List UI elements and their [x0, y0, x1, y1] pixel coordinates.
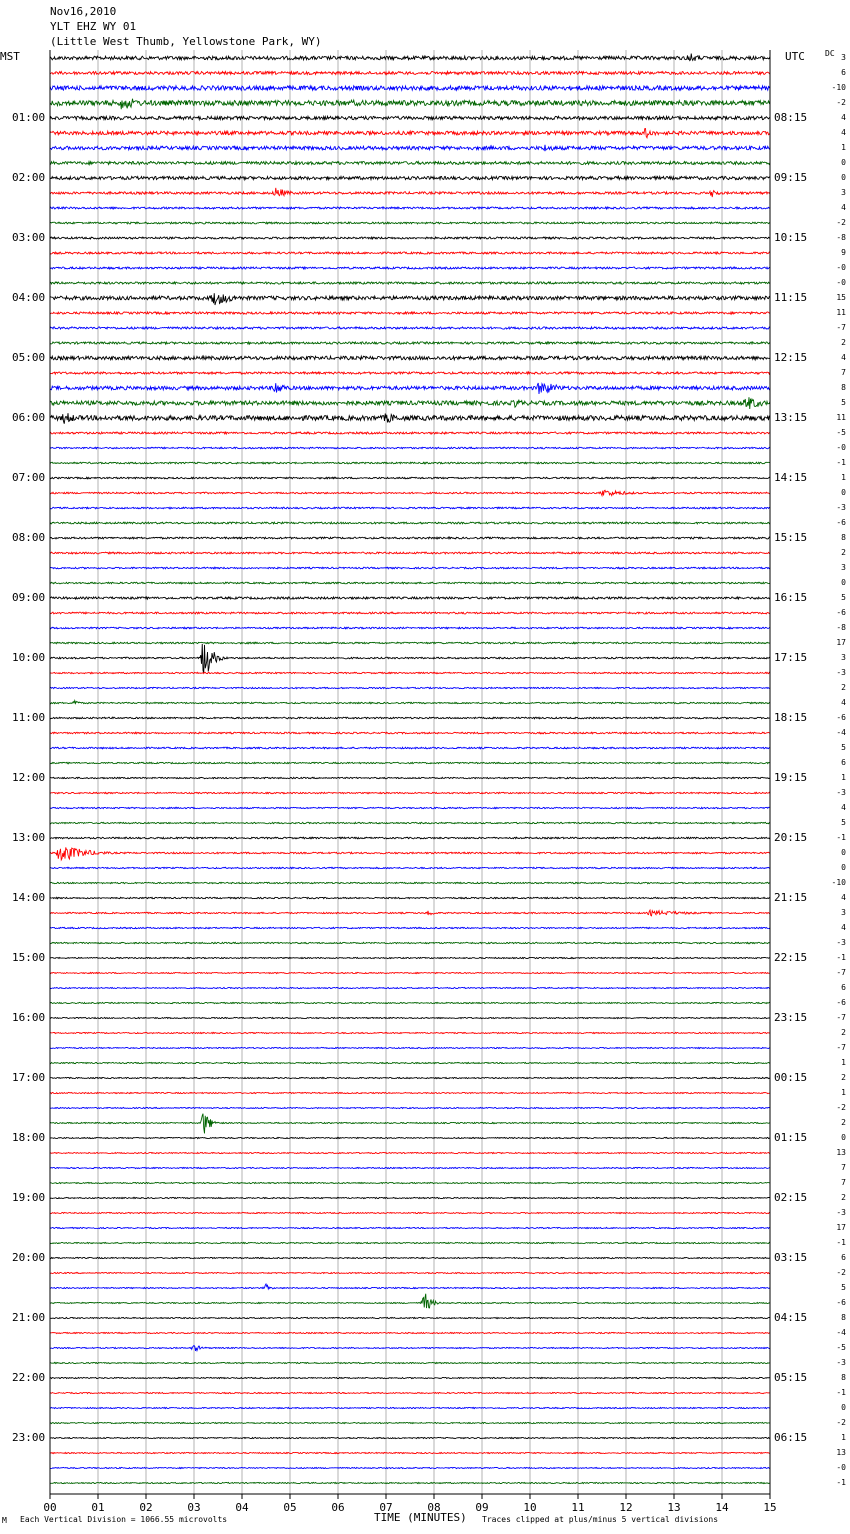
dc-offset-label: 4 [841, 803, 846, 812]
dc-offset-label: 2 [841, 548, 846, 557]
dc-offset-label: 5 [841, 398, 846, 407]
trace-84 [50, 1317, 770, 1318]
dc-offset-label: 1 [841, 1433, 846, 1442]
left-hour-label: 18:00 [12, 1131, 46, 1144]
trace-34 [50, 567, 770, 569]
left-hour-label: 22:00 [12, 1371, 46, 1384]
dc-offset-label: 3 [841, 188, 846, 197]
trace-90 [50, 1407, 770, 1408]
trace-39 [50, 642, 770, 644]
trace-9 [50, 188, 770, 197]
dc-offset-label: -0 [836, 263, 846, 272]
dc-offset-label: 2 [841, 1073, 846, 1082]
right-hour-label: 12:15 [774, 351, 808, 364]
dc-offset-label: 8 [841, 533, 846, 542]
dc-offset-label: -3 [836, 938, 846, 947]
dc-offset-label: 4 [841, 698, 846, 707]
trace-53 [50, 847, 770, 859]
left-hour-label: 02:00 [12, 171, 46, 184]
left-hour-label: 01:00 [12, 111, 46, 124]
right-hour-label: 11:15 [774, 291, 808, 304]
right-hour-label: 13:15 [774, 411, 808, 424]
x-tick-label-06: 06 [331, 1501, 345, 1514]
trace-33 [50, 552, 770, 554]
dc-offset-label: -4 [836, 728, 846, 737]
trace-89 [50, 1392, 770, 1393]
dc-offset-label: -8 [836, 233, 846, 242]
trace-10 [50, 207, 770, 209]
right-hour-label: 00:15 [774, 1071, 808, 1084]
left-hour-label: 20:00 [12, 1251, 46, 1264]
trace-52 [50, 837, 770, 839]
trace-78 [50, 1227, 770, 1228]
dc-offset-label: -6 [836, 998, 846, 1007]
seismic-traces [50, 54, 770, 1484]
dc-offset-label: 7 [841, 368, 846, 377]
left-hour-label: 13:00 [12, 831, 46, 844]
dc-offset-label: 2 [841, 1028, 846, 1037]
right-hour-label: 09:15 [774, 171, 808, 184]
right-hour-label: 03:15 [774, 1251, 808, 1264]
trace-81 [50, 1272, 770, 1273]
trace-45 [50, 732, 770, 734]
dc-offset-label: 0 [841, 158, 846, 167]
trace-46 [50, 747, 770, 749]
right-hour-label: 16:15 [774, 591, 808, 604]
dc-offset-label: 7 [841, 1178, 846, 1187]
trace-18 [50, 327, 770, 329]
trace-92 [50, 1437, 770, 1438]
dc-offset-label: 4 [841, 203, 846, 212]
dc-offset-label: 2 [841, 683, 846, 692]
right-hour-label: 10:15 [774, 231, 808, 244]
station-location: (Little West Thumb, Yellowstone Park, WY) [50, 35, 322, 48]
trace-19 [50, 342, 770, 344]
dc-offset-label: -5 [836, 428, 846, 437]
dc-offset-label: -3 [836, 1208, 846, 1217]
left-timezone-label: MST [0, 50, 20, 63]
trace-27 [50, 462, 770, 464]
trace-56 [50, 897, 770, 898]
trace-41 [50, 672, 770, 673]
dc-offset-label: 6 [841, 68, 846, 77]
x-tick-label-12: 12 [619, 1501, 633, 1514]
left-hour-label: 15:00 [12, 951, 46, 964]
dc-offset-label: 17 [836, 1223, 846, 1232]
trace-11 [50, 222, 770, 224]
left-hour-label: 07:00 [12, 471, 46, 484]
dc-offset-label: -10 [831, 83, 846, 92]
dc-offset-label: 3 [841, 908, 846, 917]
dc-offset-label: -2 [836, 218, 846, 227]
trace-21 [50, 372, 770, 374]
trace-26 [50, 447, 770, 449]
dc-offset-label: 4 [841, 113, 846, 122]
trace-63 [50, 1002, 770, 1003]
trace-29 [50, 490, 770, 495]
trace-36 [50, 597, 770, 599]
trace-40 [50, 644, 770, 673]
right-hour-label: 05:15 [774, 1371, 808, 1384]
trace-5 [50, 128, 770, 137]
dc-offset-label: -2 [836, 1103, 846, 1112]
trace-47 [50, 762, 770, 763]
right-timezone-label: UTC [785, 50, 805, 63]
dc-offset-label: 5 [841, 1283, 846, 1292]
dc-offset-label: -8 [836, 623, 846, 632]
trace-22 [50, 383, 770, 394]
dc-offset-label: 0 [841, 173, 846, 182]
trace-14 [50, 267, 770, 269]
dc-offset-label: 1 [841, 143, 846, 152]
x-tick-label-14: 14 [715, 1501, 729, 1514]
x-tick-label-03: 03 [187, 1501, 201, 1514]
dc-offset-label: 4 [841, 923, 846, 932]
trace-86 [50, 1345, 770, 1350]
dc-offset-label: 9 [841, 248, 846, 257]
trace-51 [50, 822, 770, 823]
dc-offset-label: 6 [841, 758, 846, 767]
dc-offset-label: -3 [836, 788, 846, 797]
dc-offset-label: 2 [841, 1193, 846, 1202]
trace-50 [50, 807, 770, 808]
right-hour-label: 23:15 [774, 1011, 808, 1024]
dc-offset-label: -0 [836, 1463, 846, 1472]
trace-43 [50, 701, 770, 704]
dc-offset-label: 1 [841, 473, 846, 482]
trace-13 [50, 252, 770, 254]
x-tick-label-02: 02 [139, 1501, 153, 1514]
x-tick-label-13: 13 [667, 1501, 681, 1514]
dc-offset-label: 17 [836, 638, 846, 647]
trace-79 [50, 1242, 770, 1243]
dc-offset-label: 3 [841, 563, 846, 572]
dc-offset-label: -2 [836, 98, 846, 107]
dc-offset-label: 0 [841, 848, 846, 857]
trace-6 [50, 145, 770, 151]
left-hour-label: 12:00 [12, 771, 46, 784]
left-hour-label: 04:00 [12, 291, 46, 304]
trace-88 [50, 1377, 770, 1378]
dc-offset-label: 1 [841, 773, 846, 782]
trace-59 [50, 942, 770, 943]
x-tick-label-04: 04 [235, 1501, 249, 1514]
trace-87 [50, 1362, 770, 1363]
dc-offset-label: 3 [841, 53, 846, 62]
left-hour-label: 03:00 [12, 231, 46, 244]
dc-offset-label: 4 [841, 128, 846, 137]
trace-94 [50, 1467, 770, 1468]
left-hour-label: 11:00 [12, 711, 46, 724]
right-hour-label: 02:15 [774, 1191, 808, 1204]
trace-35 [50, 582, 770, 584]
right-hour-label: 04:15 [774, 1311, 808, 1324]
trace-38 [50, 627, 770, 629]
trace-4 [50, 116, 770, 119]
trace-71 [50, 1114, 770, 1134]
corner-mark: M [2, 1516, 7, 1525]
left-hour-label: 08:00 [12, 531, 46, 544]
trace-76 [50, 1197, 770, 1198]
x-tick-label-08: 08 [427, 1501, 441, 1514]
dc-offset-label: -2 [836, 1268, 846, 1277]
trace-28 [50, 477, 770, 479]
dc-offset-label: 3 [841, 653, 846, 662]
dc-offset-label: -3 [836, 1358, 846, 1367]
trace-75 [50, 1182, 770, 1183]
trace-30 [50, 507, 770, 509]
right-hour-label: 06:15 [774, 1431, 808, 1444]
dc-offset-label: -1 [836, 1388, 846, 1397]
dc-offset-label: 0 [841, 488, 846, 497]
x-tick-label-10: 10 [523, 1501, 537, 1514]
right-hour-label: 08:15 [774, 111, 808, 124]
dc-offset-label: 8 [841, 1373, 846, 1382]
trace-16 [50, 293, 770, 305]
trace-25 [50, 432, 770, 434]
dc-offset-label: 5 [841, 818, 846, 827]
trace-0 [50, 54, 770, 61]
dc-offset-label: 5 [841, 593, 846, 602]
trace-95 [50, 1482, 770, 1483]
clip-note: Traces clipped at plus/minus 5 vertical divisions [482, 1515, 719, 1524]
left-hour-label: 21:00 [12, 1311, 46, 1324]
dc-offset-label: 2 [841, 1118, 846, 1127]
dc-offset-label: -10 [831, 878, 846, 887]
station-code: YLT EHZ WY 01 [50, 20, 137, 33]
trace-64 [50, 1017, 770, 1018]
dc-offset-label: 15 [836, 293, 846, 302]
trace-67 [50, 1062, 770, 1063]
x-axis-label: TIME (MINUTES) [374, 1511, 467, 1524]
trace-44 [50, 717, 770, 719]
trace-24 [50, 413, 770, 424]
trace-83 [50, 1294, 770, 1308]
right-hour-label: 18:15 [774, 711, 808, 724]
right-hour-label: 14:15 [774, 471, 808, 484]
trace-57 [50, 910, 770, 916]
trace-17 [50, 312, 770, 314]
trace-54 [50, 867, 770, 868]
trace-82 [50, 1284, 770, 1289]
trace-70 [50, 1107, 770, 1108]
trace-37 [50, 612, 770, 614]
dc-offset-label: 7 [841, 1163, 846, 1172]
x-tick-label-01: 01 [91, 1501, 105, 1514]
trace-23 [50, 397, 770, 409]
dc-offset-label: -2 [836, 1418, 846, 1427]
trace-74 [50, 1167, 770, 1168]
left-hour-label: 23:00 [12, 1431, 46, 1444]
x-tick-label-09: 09 [475, 1501, 489, 1514]
right-hour-label: 22:15 [774, 951, 808, 964]
right-hour-label: 17:15 [774, 651, 808, 664]
trace-55 [50, 882, 770, 883]
dc-offset-label: 11 [836, 413, 846, 422]
dc-offset-label: 13 [836, 1448, 846, 1457]
dc-offset-label: 8 [841, 1313, 846, 1322]
x-tick-label-15: 15 [763, 1501, 777, 1514]
dc-offset-label: -1 [836, 953, 846, 962]
dc-offset-label: -0 [836, 443, 846, 452]
dc-offset-label: 4 [841, 893, 846, 902]
dc-offset-label: 2 [841, 338, 846, 347]
trace-68 [50, 1077, 770, 1078]
right-hour-label: 21:15 [774, 891, 808, 904]
x-tick-label-11: 11 [571, 1501, 585, 1514]
trace-85 [50, 1332, 770, 1333]
trace-73 [50, 1152, 770, 1153]
x-tick-label-05: 05 [283, 1501, 297, 1514]
trace-7 [50, 162, 770, 165]
dc-offset-label: -7 [836, 323, 846, 332]
trace-93 [50, 1452, 770, 1453]
dc-offset-label: 4 [841, 353, 846, 362]
dc-offset-label: 8 [841, 383, 846, 392]
left-hour-label: 06:00 [12, 411, 46, 424]
trace-72 [50, 1137, 770, 1138]
minute-gridlines [98, 50, 722, 1494]
trace-1 [50, 72, 770, 75]
left-hour-label: 14:00 [12, 891, 46, 904]
dc-offset-label: 1 [841, 1058, 846, 1067]
dc-offset-label: -7 [836, 1013, 846, 1022]
trace-65 [50, 1032, 770, 1033]
record-date: Nov16,2010 [50, 5, 117, 18]
dc-offset-label: -6 [836, 713, 846, 722]
dc-offset-header: DC [825, 49, 835, 58]
trace-42 [50, 687, 770, 688]
right-hour-label: 19:15 [774, 771, 808, 784]
trace-48 [50, 777, 770, 778]
trace-3 [50, 99, 770, 110]
trace-2 [50, 86, 770, 90]
dc-offset-label: 0 [841, 863, 846, 872]
right-hour-label: 01:15 [774, 1131, 808, 1144]
trace-58 [50, 927, 770, 928]
left-hour-label: 10:00 [12, 651, 46, 664]
dc-offset-label: -1 [836, 458, 846, 467]
x-tick-label-07: 07 [379, 1501, 393, 1514]
trace-69 [50, 1092, 770, 1093]
dc-offset-label: -3 [836, 503, 846, 512]
dc-offset-label: -7 [836, 968, 846, 977]
trace-91 [50, 1422, 770, 1423]
trace-31 [50, 522, 770, 524]
dc-offset-label: 0 [841, 1133, 846, 1142]
dc-offset-label: -7 [836, 1043, 846, 1052]
trace-66 [50, 1047, 770, 1048]
x-tick-label-00: 00 [43, 1501, 57, 1514]
left-hour-label: 17:00 [12, 1071, 46, 1084]
left-hour-label: 19:00 [12, 1191, 46, 1204]
dc-offset-label: -1 [836, 1238, 846, 1247]
dc-offset-label: 5 [841, 743, 846, 752]
trace-32 [50, 537, 770, 539]
scale-note: Each Vertical Division = 1066.55 microvolts [20, 1515, 228, 1524]
left-hour-label: 16:00 [12, 1011, 46, 1024]
dc-offset-label: 13 [836, 1148, 846, 1157]
dc-offset-label: 1 [841, 1088, 846, 1097]
dc-offset-label: 0 [841, 578, 846, 587]
dc-offset-label: 11 [836, 308, 846, 317]
trace-15 [50, 282, 770, 284]
dc-offset-label: -0 [836, 278, 846, 287]
dc-offset-label: 6 [841, 1253, 846, 1262]
dc-offset-label: -1 [836, 833, 846, 842]
right-hour-label: 20:15 [774, 831, 808, 844]
trace-77 [50, 1212, 770, 1213]
left-hour-label: 09:00 [12, 591, 46, 604]
trace-62 [50, 987, 770, 988]
dc-offset-label: -1 [836, 1478, 846, 1487]
trace-49 [50, 792, 770, 793]
dc-offset-label: -3 [836, 668, 846, 677]
trace-20 [50, 356, 770, 360]
dc-offset-label: -4 [836, 1328, 846, 1337]
dc-offset-label: -6 [836, 608, 846, 617]
right-hour-label: 15:15 [774, 531, 808, 544]
trace-12 [50, 237, 770, 239]
dc-offset-label: -5 [836, 1343, 846, 1352]
trace-8 [50, 176, 770, 179]
trace-61 [50, 972, 770, 973]
trace-80 [50, 1257, 770, 1258]
dc-offset-label: -6 [836, 1298, 846, 1307]
dc-offset-label: -6 [836, 518, 846, 527]
dc-offset-label: 0 [841, 1403, 846, 1412]
left-hour-label: 05:00 [12, 351, 46, 364]
trace-60 [50, 957, 770, 958]
dc-offset-label: 6 [841, 983, 846, 992]
